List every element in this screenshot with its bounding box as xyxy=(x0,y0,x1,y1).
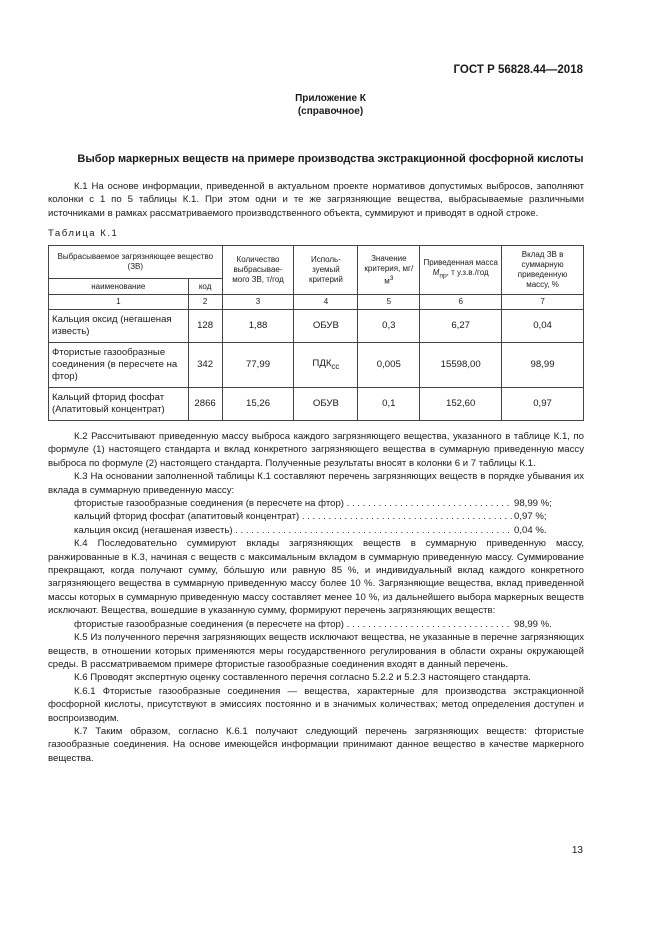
cell-code: 128 xyxy=(188,310,222,343)
header-share: Вклад ЗВ в суммарную приведенную массу, % xyxy=(502,246,584,295)
list-label: фтористые газообразные соединения (в пересчете на фтор) . . . xyxy=(74,497,512,510)
list-item xyxy=(48,510,584,523)
header-name: наименование xyxy=(49,279,189,295)
cell-name: Фтористые газообразные соединения (в пересчете на фтор) xyxy=(49,343,189,388)
table-column-numbers-row xyxy=(49,295,584,310)
col-number: 2 xyxy=(188,295,222,310)
table-row xyxy=(49,343,584,388)
cell-name: Кальций фторид фосфат (Апатитовый концентрат) xyxy=(49,388,189,421)
appendix-title-block xyxy=(0,92,661,118)
header-reduced-tail: , т у.з.в./год xyxy=(446,268,489,278)
paragraph-k6: К.6 Проводят экспертную оценку составленного перечня согласно 5.2.2 и 5.2.3 настоящего стандарта. xyxy=(74,672,531,684)
body-text xyxy=(48,430,584,765)
cell-criterion xyxy=(294,343,358,388)
col-number: 5 xyxy=(358,295,420,310)
paragraph-k5: К.5 Из полученного перечня загрязняющих веществ исключают вещества, не указанные в перечне загрязняющих веществ, в отношении которых применяются меры государственного регулирования в области охраны окружающей среды. В рассматриваемом примере фтористые газообразные соединения входят в данный перечень. xyxy=(48,632,584,670)
list-label: кальций фторид фосфат (апатитовый концентрат) . . . xyxy=(74,510,512,523)
cell-quantity: 15,26 xyxy=(222,388,294,421)
paragraph-k3: К.3 На основании заполненной таблицы К.1 составляют перечень загрязняющих веществ в порядке убывания их вклада в суммарную приведенную массу: xyxy=(48,471,584,496)
header-substance-group: Выбрасываемое загрязняющее вещество (ЗВ) xyxy=(49,246,223,279)
intro-paragraph-block xyxy=(48,180,584,220)
cell-share: 0,97 xyxy=(502,388,584,421)
cell-value: 0,1 xyxy=(358,388,420,421)
table-caption: Таблица К.1 xyxy=(48,228,119,239)
list-label: кальция оксид (негашеная известь) . . . xyxy=(74,524,512,537)
cell-reduced: 6,27 xyxy=(420,310,502,343)
table-row xyxy=(49,310,584,343)
paragraph-k6-1: К.6.1 Фтористые газообразные соединения — вещества, характерные для производства экстракционной фосфорной кислоты, присутствуют в эмиссиях постоянно и в значимых количествах; метод определения доступен и воспроизводим. xyxy=(48,685,584,724)
cell-criterion-text: ПДК xyxy=(312,357,332,369)
cell-code: 342 xyxy=(188,343,222,388)
table-row xyxy=(49,388,584,421)
page-number: 13 xyxy=(571,845,583,856)
list-value: 0,04 %. xyxy=(514,524,547,536)
header-reduced-sub: пр xyxy=(439,272,447,280)
cell-quantity: 1,88 xyxy=(222,310,294,343)
header-code: код xyxy=(188,279,222,295)
header-reduced-mass xyxy=(420,246,502,295)
col-number: 3 xyxy=(222,295,294,310)
list-value: 98,99 %. xyxy=(514,618,552,630)
cell-reduced: 152,60 xyxy=(420,388,502,421)
paragraph-k7: К.7 Таким образом, согласно К.6.1 получают следующий перечень загрязняющих веществ: фтористые газообразные соединения. На основе имеющейся информации принимают данное вещество в качестве маркерного вещества. xyxy=(48,725,584,764)
appendix-subtitle: (справочное) xyxy=(297,106,364,117)
cell-name: Кальция оксид (негашеная известь) xyxy=(49,310,189,343)
header-reduced-m: M xyxy=(432,268,440,278)
list-item xyxy=(48,618,584,631)
paragraph-k1: К.1 На основе информации, приведенной в актуальном проекте нормативов допустимых выбросов, заполняют колонки с 1 по 5 таблицы К.1. При этом одни и те же загрязняющие вещества, выбрасываемые различными источниками в рамках рассматриваемого производственного объекта, суммируют и приводят в одной строке. xyxy=(48,181,584,219)
list-label: фтористые газообразные соединения (в пересчете на фтор) . . . xyxy=(74,618,512,631)
cell-criterion: ОБУВ xyxy=(294,310,358,343)
header-value-text: Значение критерия, мг/м xyxy=(364,253,414,286)
header-reduced-text: Приведенная масса xyxy=(423,258,498,268)
cell-quantity: 77,99 xyxy=(222,343,294,388)
col-number: 1 xyxy=(49,295,189,310)
list-value: 0,97 %; xyxy=(514,511,547,523)
cell-criterion-sub: сс xyxy=(331,361,340,371)
appendix-title: Приложение К xyxy=(295,93,366,104)
header-criterion: Исполь-зуемый критерий xyxy=(294,246,358,295)
paragraph-k2: К.2 Рассчитывают приведенную массу выброса каждого загрязняющего вещества, указанного в таблице К.1, по формуле (1) настоящего стандарта и вклад конкретного загрязняющего вещества в суммарную приведенную массу выброса по формуле (2) настоящего стандарта. Полученные результаты вносят в колонки 6 и 7 таблицы К.1. xyxy=(48,431,584,469)
col-number: 7 xyxy=(502,295,584,310)
header-quantity: Количество выбрасывае-мого ЗВ, т/год xyxy=(222,246,294,295)
col-number: 4 xyxy=(294,295,358,310)
col-number: 6 xyxy=(420,295,502,310)
section-heading: Выбор маркерных веществ на примере производства экстракционной фосфорной кислоты xyxy=(77,153,584,165)
cell-share: 98,99 xyxy=(502,343,584,388)
standard-code: ГОСТ Р 56828.44—2018 xyxy=(453,64,583,76)
cell-value: 0,005 xyxy=(358,343,420,388)
cell-code: 2866 xyxy=(188,388,222,421)
cell-criterion: ОБУВ xyxy=(294,388,358,421)
paragraph-k4: К.4 Последовательно суммируют вклады загрязняющих веществ в суммарную приведенную массу, ранжированные в К.3, начиная с веществ с максимальным вкладом в суммарную приведенную массу. Суммирование прекращают, когда получают сумму, бо́льшую или равную 85 %, и индивидуальный вклад каждого конкретного загрязняющего вещества в суммарную приведенную массу более 10 %. Загрязняющие вещества, вклад приведенной массы которых в суммарную приведенную массу составляет менее 10 %, из дальнейшего выбора маркерных веществ исключают. Вещества, вошедшие в указанную сумму, формируют перечень загрязняющих веществ: xyxy=(48,538,584,617)
table-header-row xyxy=(49,246,584,279)
cell-share: 0,04 xyxy=(502,310,584,343)
data-table xyxy=(48,245,584,421)
list-value: 98,99 %; xyxy=(514,498,552,510)
header-criterion-value xyxy=(358,246,420,295)
cell-reduced: 15598,00 xyxy=(420,343,502,388)
list-item xyxy=(48,497,584,510)
header-value-sup: 3 xyxy=(389,274,394,282)
cell-value: 0,3 xyxy=(358,310,420,343)
list-item xyxy=(48,524,584,537)
